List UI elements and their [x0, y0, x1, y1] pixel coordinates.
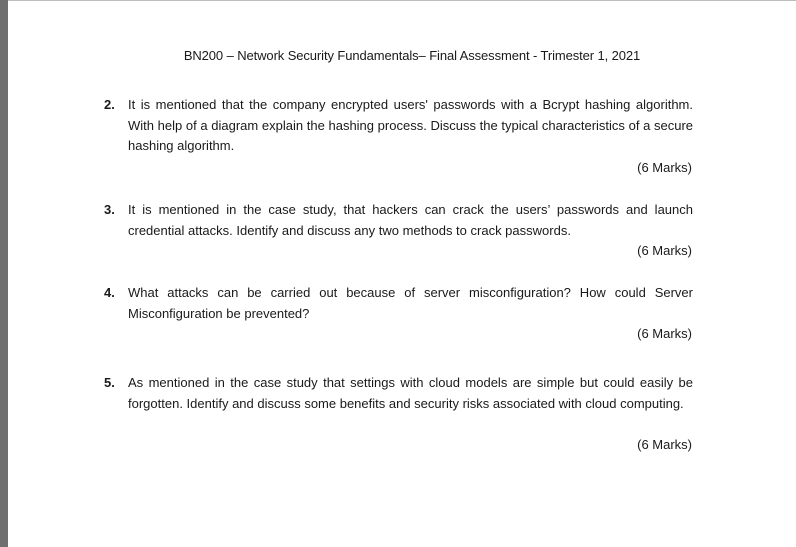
document-page — [8, 1, 796, 547]
question-text: What attacks can be carried out because of server misconfiguration? How could Server Misconfiguration be prevented? — [128, 285, 693, 321]
question-number: 5. — [104, 375, 115, 390]
question-3 — [104, 200, 693, 241]
question-4-marks: (6 Marks) — [637, 326, 692, 341]
page-header: BN200 – Network Security Fundamentals– Final Assessment - Trimester 1, 2021 — [183, 48, 641, 63]
question-text: As mentioned in the case study that settings with cloud models are simple but could easily be forgotten. Identify and discuss some benefits and security risks associated with cloud computing. — [128, 375, 693, 411]
question-4 — [104, 283, 693, 324]
question-3-marks: (6 Marks) — [637, 243, 692, 258]
viewer-left-edge — [0, 0, 8, 547]
question-text: It is mentioned that the company encrypted users' passwords with a Bcrypt hashing algorithm. With help of a diagram explain the hashing process. Discuss the typical characteristics of a secure hashing algorithm. — [128, 97, 693, 153]
question-5-marks: (6 Marks) — [637, 437, 692, 452]
question-number: 3. — [104, 202, 115, 217]
question-2-marks: (6 Marks) — [637, 160, 692, 175]
question-number: 2. — [104, 97, 115, 112]
question-text: It is mentioned in the case study, that hackers can crack the users’ passwords and launch credential attacks. Identify and discuss any two methods to crack passwords. — [128, 202, 693, 238]
question-number: 4. — [104, 285, 115, 300]
question-5 — [104, 373, 693, 414]
question-2 — [104, 95, 693, 157]
